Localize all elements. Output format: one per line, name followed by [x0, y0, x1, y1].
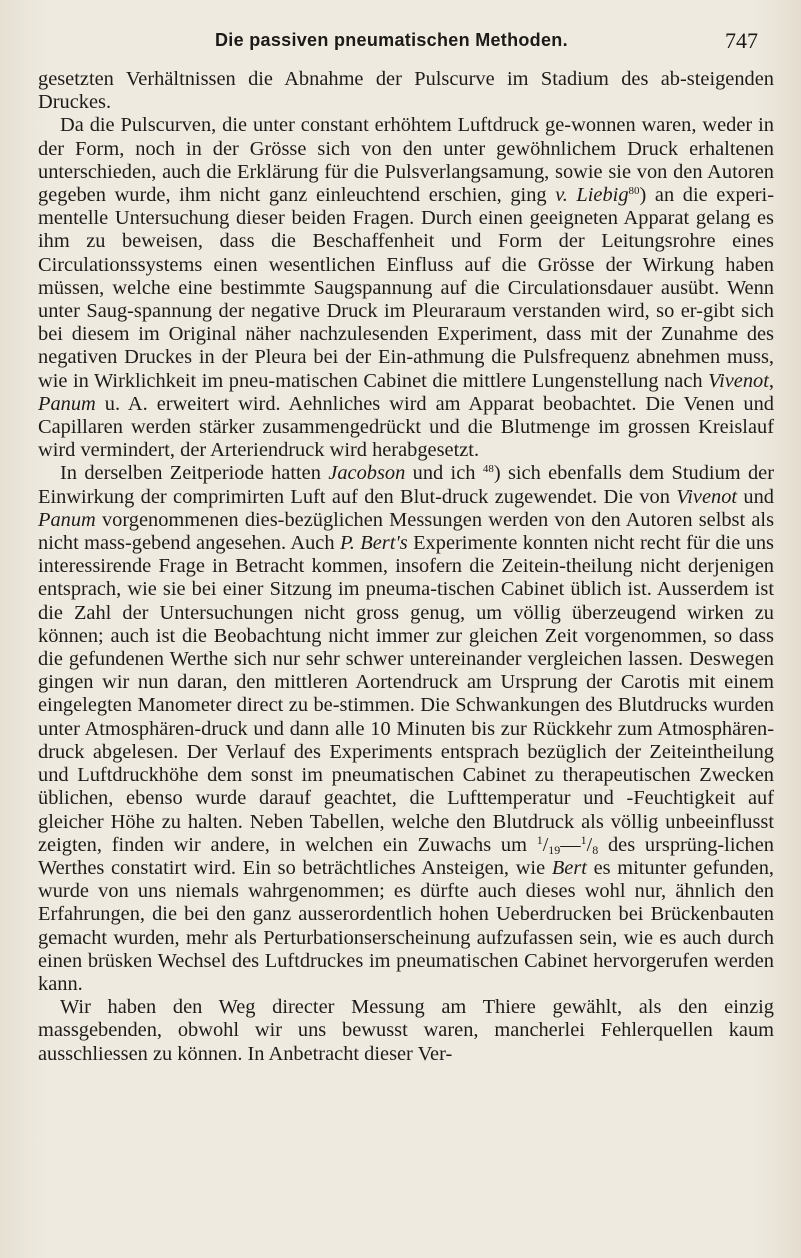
reference-number: 48: [482, 463, 494, 476]
text-run: ) an die experi-mentelle Untersuchung dieser beiden Fragen. Durch einen geeigneten Apparat gelang es ihm zu beweisen, dass die Beschaffenheit und Form der Leitungsrohre eines Circulationssystems einen wesentlichen Einfluss auf die Grösse der Wirkung haben müssen, welche eine bestimmte Saugspannung auf die Circulationsdauer ausübt. Wenn unter Saug-spannung der negative Druck im Pleuraraum verstanden wird, so er-gibt sich bei diesem im Original näher nachzulesenden Experiment, dass mit der Zunahme des negativen Druckes in der Pleura bei der Ein-athmung die Pulsfrequenz abnehmen muss, wie in Wirklichkeit im pneu-matischen Cabinet die mittlere Lungenstellung nach: [38, 184, 774, 392]
paragraph: [38, 462, 774, 996]
text-run: gesetzten Verhältnissen die Abnahme der Pulscurve im Stadium des ab-steigenden Druckes.: [38, 68, 774, 114]
fraction-numerator: 1: [536, 832, 543, 847]
text-run: Da die Pulscurven, die unter constant erhöhtem Luftdruck ge-wonnen waren, weder in der Form, noch in der Grösse sich von den unter gewöhnlichem Druck erhaltenen unterschieden, auch die Erklärung für die Pulsverlangsamung, sowie sie von den Autoren gegeben wurde, ihm nicht ganz einleuchtend erschien, ging: [38, 114, 774, 207]
text-run: und ich: [405, 462, 483, 485]
italic-name: v. Liebig: [555, 184, 629, 207]
body-text: [38, 68, 774, 1066]
text-run: u. A. erweitert wird. Aehnliches wird am Apparat beobachtet. Die Venen und Capillaren werden stärker zusammengedrückt und die Blutmenge im grossen Kreislauf wird vermindert, der Arteriendruck wird herabgesetzt.: [38, 392, 774, 462]
text-run: ) sich ebenfalls dem Studium der Einwirkung der comprimirten Luft auf den Blut-druck zugewendet. Die von: [38, 462, 774, 508]
paragraph: [38, 996, 774, 1066]
text-run: des ursprüng-lichen Werthes constatirt wird. Ein so beträchtliches Ansteigen, wie: [38, 833, 775, 879]
text-run: Experimente konnten nicht recht für die uns interessirende Frage in Betracht kommen, insofern die Zeitein-theilung nicht derjenigen entsprach, wie sie bei einer Sitzung im pneuma-tischen Cabinet üblich ist. Ausserdem ist die Zahl der Untersuchungen nicht gross genug, um völlig überzeugend wirken zu können; auch ist die Beobachtung nicht immer zur gleichen Zeit vorgenommen, so dass die gefundenen Werthe sich nur sehr schwer untereinander vergleichen lassen. Deswegen gingen wir nun daran, den mittleren Aortendruck am Ursprung der Carotis mit einem eingelegten Manometer direct zu be-stimmen. Die Schwankungen des Blutdrucks wurden unter Atmosphären-druck und dann alle 10 Minuten bis zur Rückkehr zum Atmosphären-druck abgelesen. Der Verlauf des Experiments entsprach bezüglich der Zeiteintheilung und Luftdruckhöhe dem sonst im pneumatischen Cabinet zu therapeutischen Zwecken üblichen, ebenso wurde darauf geachtet, die Lufttemperatur und -Feuchtigkeit auf gleicher Höhe zu halten. Neben Tabellen, welche den Blutdruck als völlig unbeeinflusst zeigten, finden wir andere, in welchen ein Zuwachs um: [38, 532, 774, 856]
fraction: $^1/_8$: [580, 832, 599, 857]
italic-name: Vivenot: [708, 369, 769, 392]
text-run: vorgenommenen dies-bezüglichen Messungen werden von den Autoren selbst als nicht mass-gebend angesehen. Auch: [38, 508, 774, 555]
italic-name: Vivenot: [676, 485, 738, 508]
page-header: [0, 22, 801, 58]
italic-name: Jacobson: [328, 462, 406, 485]
fraction-denominator: 8: [592, 842, 599, 857]
text-run: —: [560, 833, 581, 856]
italic-name: P. Bert's: [339, 532, 408, 555]
italic-name: Panum: [38, 392, 96, 415]
italic-name: Panum: [38, 508, 96, 531]
fraction: $^1/_{19}$: [536, 832, 561, 857]
text-run: und: [737, 485, 775, 508]
fraction-denominator: 19: [548, 842, 561, 857]
text-run: In derselben Zeitperiode hatten: [60, 462, 329, 485]
paragraph: [38, 114, 774, 462]
fraction-numerator: 1: [580, 832, 587, 847]
text-run: Wir haben den Weg directer Messung am Thiere gewählt, als den einzig massgebenden, obwohl wir uns bewusst waren, mancherlei Fehlerquellen kaum ausschliessen zu können. In Anbetracht dieser Ver-: [38, 996, 774, 1065]
text-run: es mitunter gefunden, wurde von uns niemals wahrgenommen; es dürfte auch dieses wohl nur, ähnlich den Erfahrungen, die bei den ganz ausserordentlich hohen Ueberdrucken bei Brückenbauten gemacht wurden, mehr als Perturbationserscheinung aufzufassen sein, wie es auch durch einen brüsken Wechsel des Luftdruckes im pneumatischen Cabinet hervorgerufen werden kann.: [38, 856, 774, 995]
page-number: 747: [725, 28, 758, 53]
italic-name: Bert: [551, 856, 587, 879]
running-title: Die passiven pneumatischen Methoden.: [215, 30, 568, 50]
reference-number: 80: [628, 185, 640, 198]
text-run: ,: [768, 369, 774, 392]
paragraph: [38, 68, 774, 114]
